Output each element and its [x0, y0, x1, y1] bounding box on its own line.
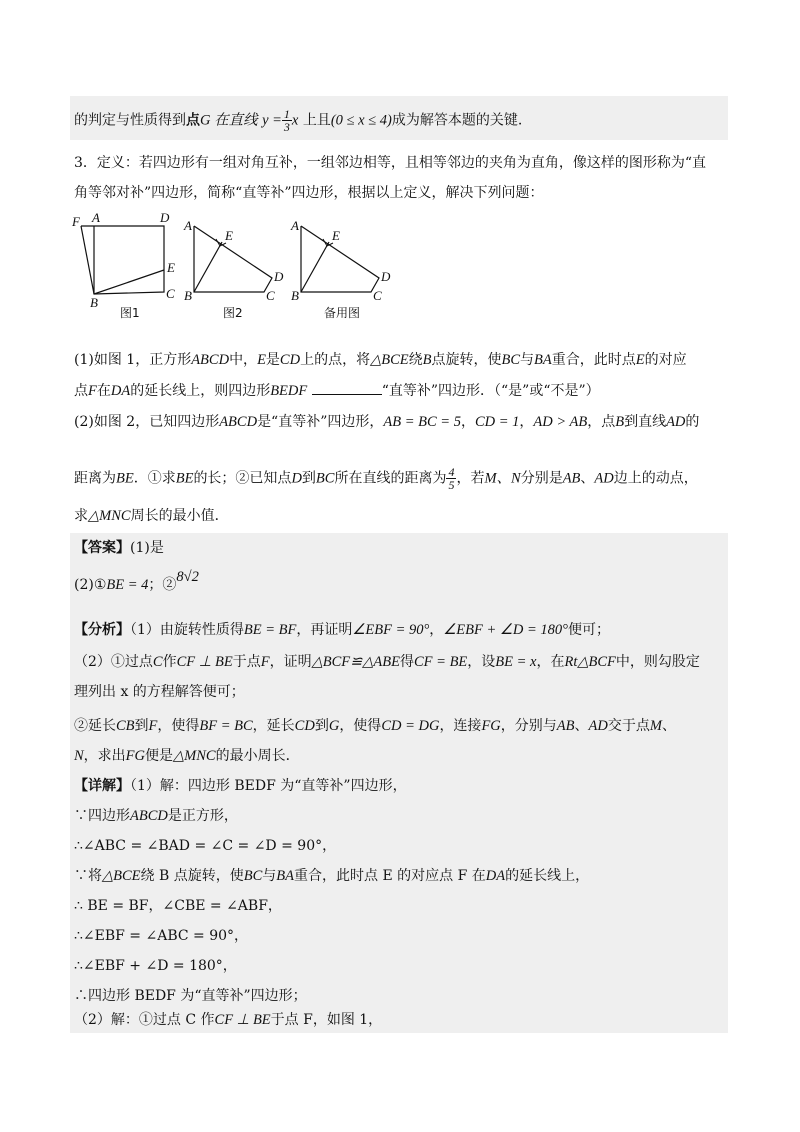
- q2-m: AB: [562, 470, 581, 487]
- fig2-label-c: C: [266, 288, 275, 303]
- q1-m: E: [635, 352, 645, 368]
- detail-t: 重合，此时点 E 的对应点 F 在: [294, 868, 486, 884]
- q2-frac-den: 5: [448, 478, 455, 492]
- an-m: △MNC: [173, 748, 216, 764]
- answer-1: (1)是: [130, 540, 164, 556]
- an-t: 于点: [232, 654, 261, 670]
- answer-tag: 【答案】: [74, 540, 130, 556]
- detail-m: CF ⊥ BE: [214, 1012, 271, 1028]
- q2-m: △MNC: [88, 508, 131, 524]
- analysis-tag: 【分析】: [74, 622, 130, 638]
- prev-text-4: 上且: [302, 112, 331, 129]
- answer-blank[interactable]: [312, 380, 382, 395]
- fig1-label-d: D: [160, 210, 170, 225]
- q2-t: 所在直线的距离为: [334, 470, 447, 487]
- q2-t: 周长的最小值．: [130, 508, 229, 524]
- answer-t: ；②: [148, 577, 177, 593]
- an-t: 作: [162, 654, 177, 670]
- fig2-caption: 图2: [223, 306, 243, 320]
- q1-m: ABCD: [191, 352, 230, 368]
- an-t: 交于点: [607, 718, 650, 734]
- q1-t: 上的点，将: [300, 352, 371, 368]
- q1-t: 绕: [408, 352, 423, 368]
- figures-panel: [70, 210, 410, 325]
- an-t: 的最小周长．: [215, 748, 300, 764]
- fig3-label-d: D: [381, 269, 391, 284]
- q2-t: 求: [74, 508, 88, 524]
- q2-t: ，: [460, 414, 475, 430]
- an-m: M: [649, 718, 662, 734]
- an-m: AD: [588, 718, 608, 734]
- fig3-label-b: B: [291, 288, 299, 303]
- q1-t: 是: [265, 352, 280, 368]
- an-m: CF ⊥ BE: [176, 654, 233, 670]
- an-t: ，使得: [339, 718, 382, 734]
- q2-t: 到: [301, 470, 316, 487]
- an-m: BF = BC: [199, 718, 253, 734]
- detail-line-4: [74, 866, 589, 886]
- an-t: ，分别与: [500, 718, 557, 734]
- prev-text-5: 成为解答本题的关键.: [391, 112, 523, 129]
- an-t: ，在: [536, 654, 565, 670]
- detail-t: 是正方形，: [167, 808, 238, 824]
- detail-line-5: ∴ BE = BF，∠CBE = ∠ABF，: [74, 898, 282, 914]
- prev-frac-var: x: [291, 112, 299, 129]
- q2-m: AB = BC = 5: [383, 414, 461, 430]
- an-m: ∠EBF + ∠D = 180°: [443, 622, 568, 638]
- q2-m: BE: [116, 470, 134, 487]
- detail-t: 于点 F，如图 1，: [270, 1012, 383, 1028]
- an-m: CD: [294, 718, 315, 734]
- an-t: 便是: [145, 748, 174, 764]
- an-t: ②延长: [74, 718, 116, 734]
- fig2-label-d: D: [274, 269, 284, 284]
- q2-fraction: [446, 466, 456, 491]
- an-t: ，延长: [252, 718, 295, 734]
- detail-t: 的延长线上，: [505, 868, 590, 884]
- figure-spare: [290, 218, 391, 320]
- q2-line-3: [74, 506, 229, 526]
- an-m: C: [152, 654, 163, 670]
- an-t: ，证明: [269, 654, 312, 670]
- q1-t: 点: [74, 383, 88, 399]
- q2-t: 距离为: [74, 470, 116, 487]
- an-t: 到: [314, 718, 329, 734]
- detail-m: BA: [276, 868, 294, 884]
- fig1-label-e: E: [167, 260, 175, 275]
- an-t: ，连接: [439, 718, 482, 734]
- an-t: 便可；: [567, 622, 610, 638]
- q1-t: 中，: [229, 352, 258, 368]
- an-t: ，求出: [83, 748, 126, 764]
- detail-line-8: ∴四边形 BEDF 为“直等补”四边形；: [74, 988, 307, 1004]
- analysis-line-2: [74, 652, 700, 672]
- q2-t: ，: [519, 414, 534, 430]
- detail-t: （2）解：①过点 C 作: [74, 1012, 215, 1028]
- q2-t: (2)如图 2，已知四边形: [74, 414, 220, 430]
- q2-frac-num: 4: [448, 465, 455, 479]
- an-m: AB: [556, 718, 575, 734]
- q2-m: CD = 1: [474, 414, 520, 430]
- q1-m: CD: [279, 352, 301, 368]
- an-t: 、: [574, 718, 589, 734]
- q1-m: BEDF: [270, 383, 308, 399]
- an-m: G: [328, 718, 340, 734]
- q2-t: 边上的动点，: [613, 470, 698, 487]
- fig1-label-a: A: [92, 210, 100, 225]
- an-m: N: [74, 748, 84, 764]
- an-t: ，再证明: [296, 622, 353, 638]
- detail-m: DA: [485, 868, 506, 884]
- q2-line-2: [74, 466, 698, 491]
- an-m: FG: [125, 748, 146, 764]
- an-t: ，使得: [157, 718, 200, 734]
- fig3-label-a: A: [291, 218, 299, 233]
- q2-t: ，点: [587, 414, 616, 430]
- detail-line-6: ∴∠EBF = ∠ABC = 90°，: [74, 928, 249, 944]
- analysis-line-1: [74, 620, 610, 640]
- prev-range: (0 ≤ x ≤ 4): [330, 112, 392, 129]
- q2-m: BE: [175, 470, 194, 487]
- an-m: BE = BF: [243, 622, 297, 638]
- prev-frac-den: 3: [283, 120, 290, 134]
- fig2-label-a: A: [184, 218, 192, 233]
- q2-m: D: [291, 470, 302, 487]
- q1-t: 点旋转，使: [431, 352, 502, 368]
- q1-m: E: [257, 352, 266, 368]
- detail-m: △BCE: [102, 868, 141, 884]
- prev-frac-num: 1: [283, 107, 290, 121]
- q2-m: AD: [594, 470, 614, 487]
- fig1-label-c: C: [166, 286, 175, 301]
- an-m: ∠EBF = 90°: [352, 622, 430, 638]
- an-m: FG: [481, 718, 501, 734]
- q1-m: B: [422, 352, 432, 368]
- detail-t: 与: [262, 868, 277, 884]
- fig2-label-e: E: [225, 228, 233, 243]
- detail-t: ∵四边形: [74, 808, 130, 824]
- answer-t: (2)①: [74, 577, 107, 593]
- q2-m: BC: [315, 470, 335, 487]
- an-t: 到: [134, 718, 149, 734]
- q2-line-1: [74, 412, 699, 432]
- detail-t: ∵将: [74, 868, 102, 884]
- fig3-label-e: E: [332, 228, 340, 243]
- detail-t: 绕 B 点旋转，使: [140, 868, 244, 884]
- q1-m: BA: [534, 352, 552, 368]
- answer-m: 8√2: [176, 569, 199, 585]
- answer-line-1: [74, 538, 164, 558]
- detail-line-1: [74, 776, 407, 796]
- fig1-caption: 图1: [120, 306, 140, 320]
- fig2-label-b: B: [184, 288, 192, 303]
- figure-1: [71, 210, 175, 320]
- detail-m: ABCD: [130, 808, 168, 824]
- an-t: 得: [400, 654, 414, 670]
- q2-m: AD > AB: [533, 414, 588, 430]
- q1-m: △BCE: [370, 352, 409, 368]
- detail-line-2: [74, 806, 238, 826]
- q1-m: BC: [501, 352, 521, 368]
- definition-line-2: 角等邻对补”四边形，简称“直等补”四边形，根据以上定义，解决下列问题：: [74, 185, 544, 201]
- an-m: F: [260, 654, 270, 670]
- an-t: ，设: [467, 654, 496, 670]
- q1-t: 重合，此时点: [551, 352, 636, 368]
- q1-m: F: [88, 383, 97, 399]
- q2-m: ABCD: [219, 414, 258, 430]
- q1-t: “直等补”四边形．（“是”或“不是”）: [381, 383, 600, 399]
- q1-line-2: [74, 380, 600, 401]
- an-t: 、: [661, 718, 676, 734]
- prev-text-bold: 点: [186, 112, 200, 129]
- q1-t: 的延长线上，则四边形: [130, 383, 271, 399]
- q2-t: 是“直等补”四边形，: [257, 414, 384, 430]
- analysis-line-4: [74, 716, 676, 736]
- answer-m: BE = 4: [106, 577, 149, 593]
- prev-text-3: G 在直线: [200, 112, 258, 129]
- detail-line-9: [74, 1010, 382, 1030]
- fig3-label-c: C: [373, 288, 382, 303]
- detail-tag: 【详解】: [74, 778, 130, 794]
- detail-line-3: ∴∠ABC = ∠BAD = ∠C = ∠D = 90°，: [74, 838, 337, 854]
- an-m: Rt△BCF: [564, 654, 616, 670]
- prev-analysis-line: [74, 108, 522, 133]
- detail-line-7: ∴∠EBF + ∠D = 180°，: [74, 958, 237, 974]
- an-t: ，: [429, 622, 444, 638]
- q2-m: AD: [666, 414, 686, 430]
- prev-fraction: [282, 108, 292, 133]
- an-m: CD = DG: [381, 718, 440, 734]
- detail-text: （1）解：四边形 BEDF 为“直等补”四边形，: [130, 778, 407, 794]
- figure-2: [183, 218, 284, 320]
- detail-m: BC: [243, 868, 263, 884]
- q2-t: ．①求: [133, 470, 176, 487]
- an-t: （1）由旋转性质得: [130, 622, 244, 638]
- fig1-label-b: B: [90, 295, 98, 310]
- prev-text-1: 的判定与性质得到: [74, 112, 186, 129]
- q2-m: B: [615, 414, 625, 430]
- q2-t: ，若: [456, 470, 485, 487]
- q1-m: DA: [110, 383, 131, 399]
- q2-t: 分别是: [520, 470, 563, 487]
- q1-t: 在: [96, 383, 111, 399]
- q2-t: 、: [580, 470, 595, 487]
- an-m: F: [148, 718, 158, 734]
- fig3-caption: 备用图: [324, 306, 361, 320]
- an-m: BE = x: [495, 654, 537, 670]
- an-t: （2）①过点: [74, 654, 153, 670]
- q2-m: M、N: [484, 470, 521, 487]
- q1-t: 与: [520, 352, 535, 368]
- q1-t: 的对应: [644, 352, 687, 368]
- q1-line-1: [74, 350, 687, 370]
- q2-t: 的: [685, 414, 700, 430]
- an-m: △BCF≌△ABE: [311, 654, 400, 670]
- analysis-line-3: 理列出 x 的方程解答便可；: [74, 684, 245, 700]
- analysis-line-5: [74, 746, 300, 766]
- answer-line-2: [74, 569, 199, 595]
- q1-t: (1)如图 1，正方形: [74, 352, 192, 368]
- q2-t: 的长；②已知点: [193, 470, 292, 487]
- q2-t: 到直线: [624, 414, 667, 430]
- an-t: 中，则勾股定: [615, 654, 700, 670]
- an-m: CB: [116, 718, 135, 734]
- prev-eq: y =: [262, 112, 282, 129]
- an-m: CF = BE: [414, 654, 468, 670]
- definition-line-1: 3．定义：若四边形有一组对角互补，一组邻边相等，且相等邻边的夹角为直角，像这样的图形称为“直: [74, 155, 707, 171]
- fig1-label-f: F: [72, 214, 80, 229]
